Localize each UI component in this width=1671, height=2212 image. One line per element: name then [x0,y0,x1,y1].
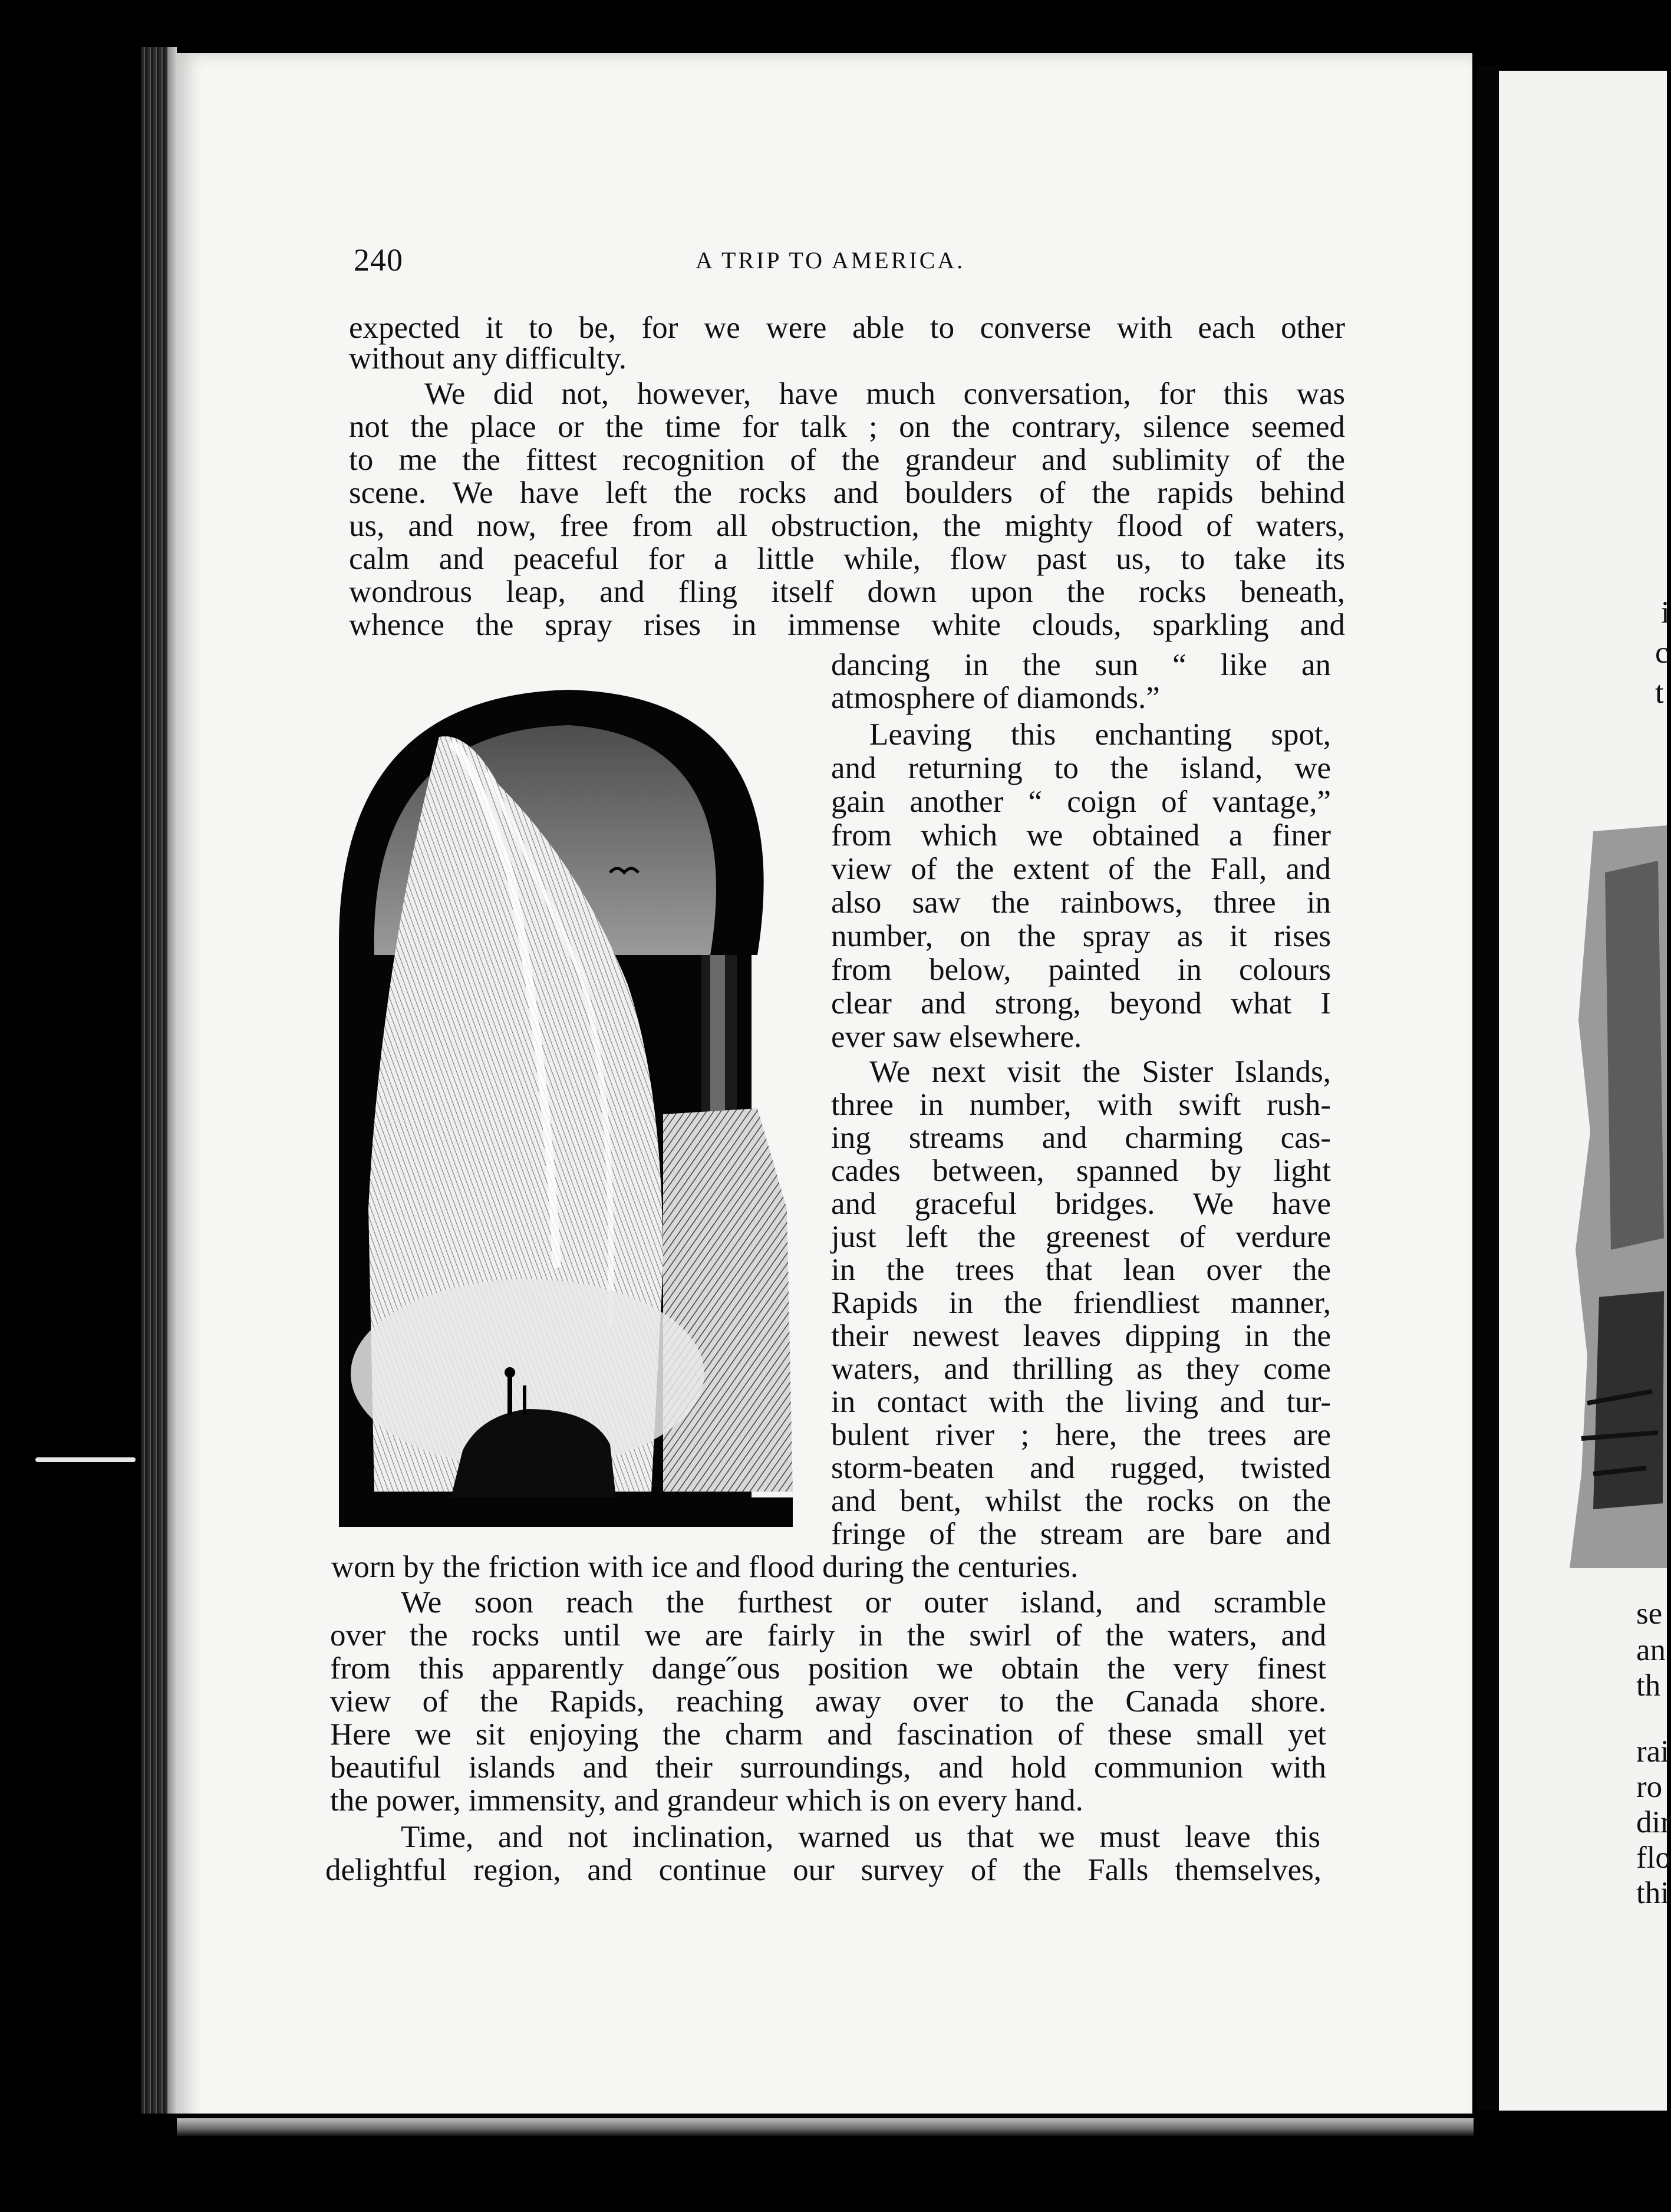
fragment-line: flo [1636,1841,1671,1875]
text-line: storm-beaten and rugged, twisted [831,1451,1331,1485]
fragment-line: an [1636,1633,1666,1667]
text-line: three in number, with swift rush- [831,1088,1331,1122]
text-line: number, on the spray as it rises [831,919,1331,953]
text-line: also saw the rainbows, three in [831,886,1331,920]
text-line: ever saw elsewhere. [831,1020,1082,1054]
text-line: bulent river ; here, the trees are [831,1418,1331,1452]
text-line: and bent, whilst the rocks on the [831,1484,1331,1518]
text-line: We soon reach the furthest or outer island, and scramble [401,1585,1326,1620]
text-line: in contact with the living and tur- [831,1385,1331,1419]
text-line: the power, immensity, and grandeur which is on every hand. [330,1783,1083,1818]
text-line: from this apparently dange˝ous position we obtain the very finest [330,1651,1326,1686]
page-number: 240 [354,242,403,278]
text-line: over the rocks until we are fairly in the swirl of the waters, and [330,1618,1326,1653]
text-line: calm and peaceful for a little while, flow past us, to take its [349,542,1345,576]
facing-page [1499,71,1667,2111]
text-line: clear and strong, beyond what I [831,986,1331,1021]
text-line: We next visit the Sister Islands, [869,1055,1331,1089]
bottom-page-edges [141,2114,1485,2212]
text-line: without any difficulty. [349,341,627,376]
facing-page-illustration [1570,825,1667,1568]
text-line: dancing in the sun “ like an [831,648,1331,682]
text-line: view of the extent of the Fall, and [831,852,1331,886]
text-line: gain another “ coign of vantage,” [831,785,1331,819]
text-line: their newest leaves dipping in the [831,1319,1331,1353]
text-line: Time, and not inclination, warned us that we must leave this [401,1820,1320,1854]
text-line: beautiful islands and their surroundings, and hold communion with [330,1750,1326,1785]
text-line: fringe of the stream are bare and [831,1517,1331,1551]
text-line: delightful region, and continue our survey of the Falls themselves, [325,1853,1321,1887]
gutter-mark [35,1457,136,1462]
text-line: and graceful bridges. We have [831,1187,1331,1221]
text-line: Leaving this enchanting spot, [869,717,1331,752]
text-line: Rapids in the friendliest manner, [831,1286,1331,1320]
text-line: wondrous leap, and fling itself down upon the rocks beneath, [349,575,1345,609]
text-line: from which we obtained a finer [831,818,1331,852]
text-line: scene. We have left the rocks and boulders of the rapids behind [349,476,1345,510]
running-title: A TRIP TO AMERICA. [696,247,965,274]
fragment-line: se [1636,1597,1663,1631]
fragment-line: c [1655,636,1669,670]
text-line: waters, and thrilling as they come [831,1352,1331,1386]
text-line: cades between, spanned by light [831,1154,1331,1188]
text-line: ing streams and charming cas- [831,1121,1331,1155]
fragment-line: t [1655,676,1664,710]
text-line: We did not, however, have much conversation, for this was [424,377,1345,411]
text-line: worn by the friction with ice and flood during the centuries. [331,1550,1079,1584]
text-line: Here we sit enjoying the charm and fascination of these small yet [330,1717,1326,1752]
text-line: us, and now, free from all obstruction, the mighty flood of waters, [349,509,1345,543]
text-line: from below, painted in colours [831,953,1331,987]
fragment-line: th [1636,1668,1661,1703]
fragment-line: rai [1636,1734,1669,1769]
fragment-line: i [1661,595,1670,630]
fragment-line: thi [1636,1876,1669,1910]
text-line: in the trees that lean over the [831,1253,1331,1287]
fragment-line: ro [1636,1770,1663,1804]
text-line: view of the Rapids, reaching away over to the Canada shore. [330,1684,1326,1719]
text-line: just left the greenest of verdure [831,1220,1331,1254]
text-line: not the place or the time for talk ; on the contrary, silence seemed [349,410,1345,444]
fragment-line: dir [1636,1805,1671,1839]
book-spine [1476,65,1499,2111]
waterfall-engraving-illustration [333,678,805,1533]
text-line: to me the fittest recognition of the grandeur and sublimity of the [349,443,1345,477]
text-line: atmosphere of diamonds.” [831,681,1160,715]
text-line: expected it to be, for we were able to converse with each other [349,311,1345,345]
text-line: and returning to the island, we [831,751,1331,785]
page-edge-stack [141,47,177,2134]
text-line: whence the spray rises in immense white clouds, sparkling and [349,608,1345,642]
